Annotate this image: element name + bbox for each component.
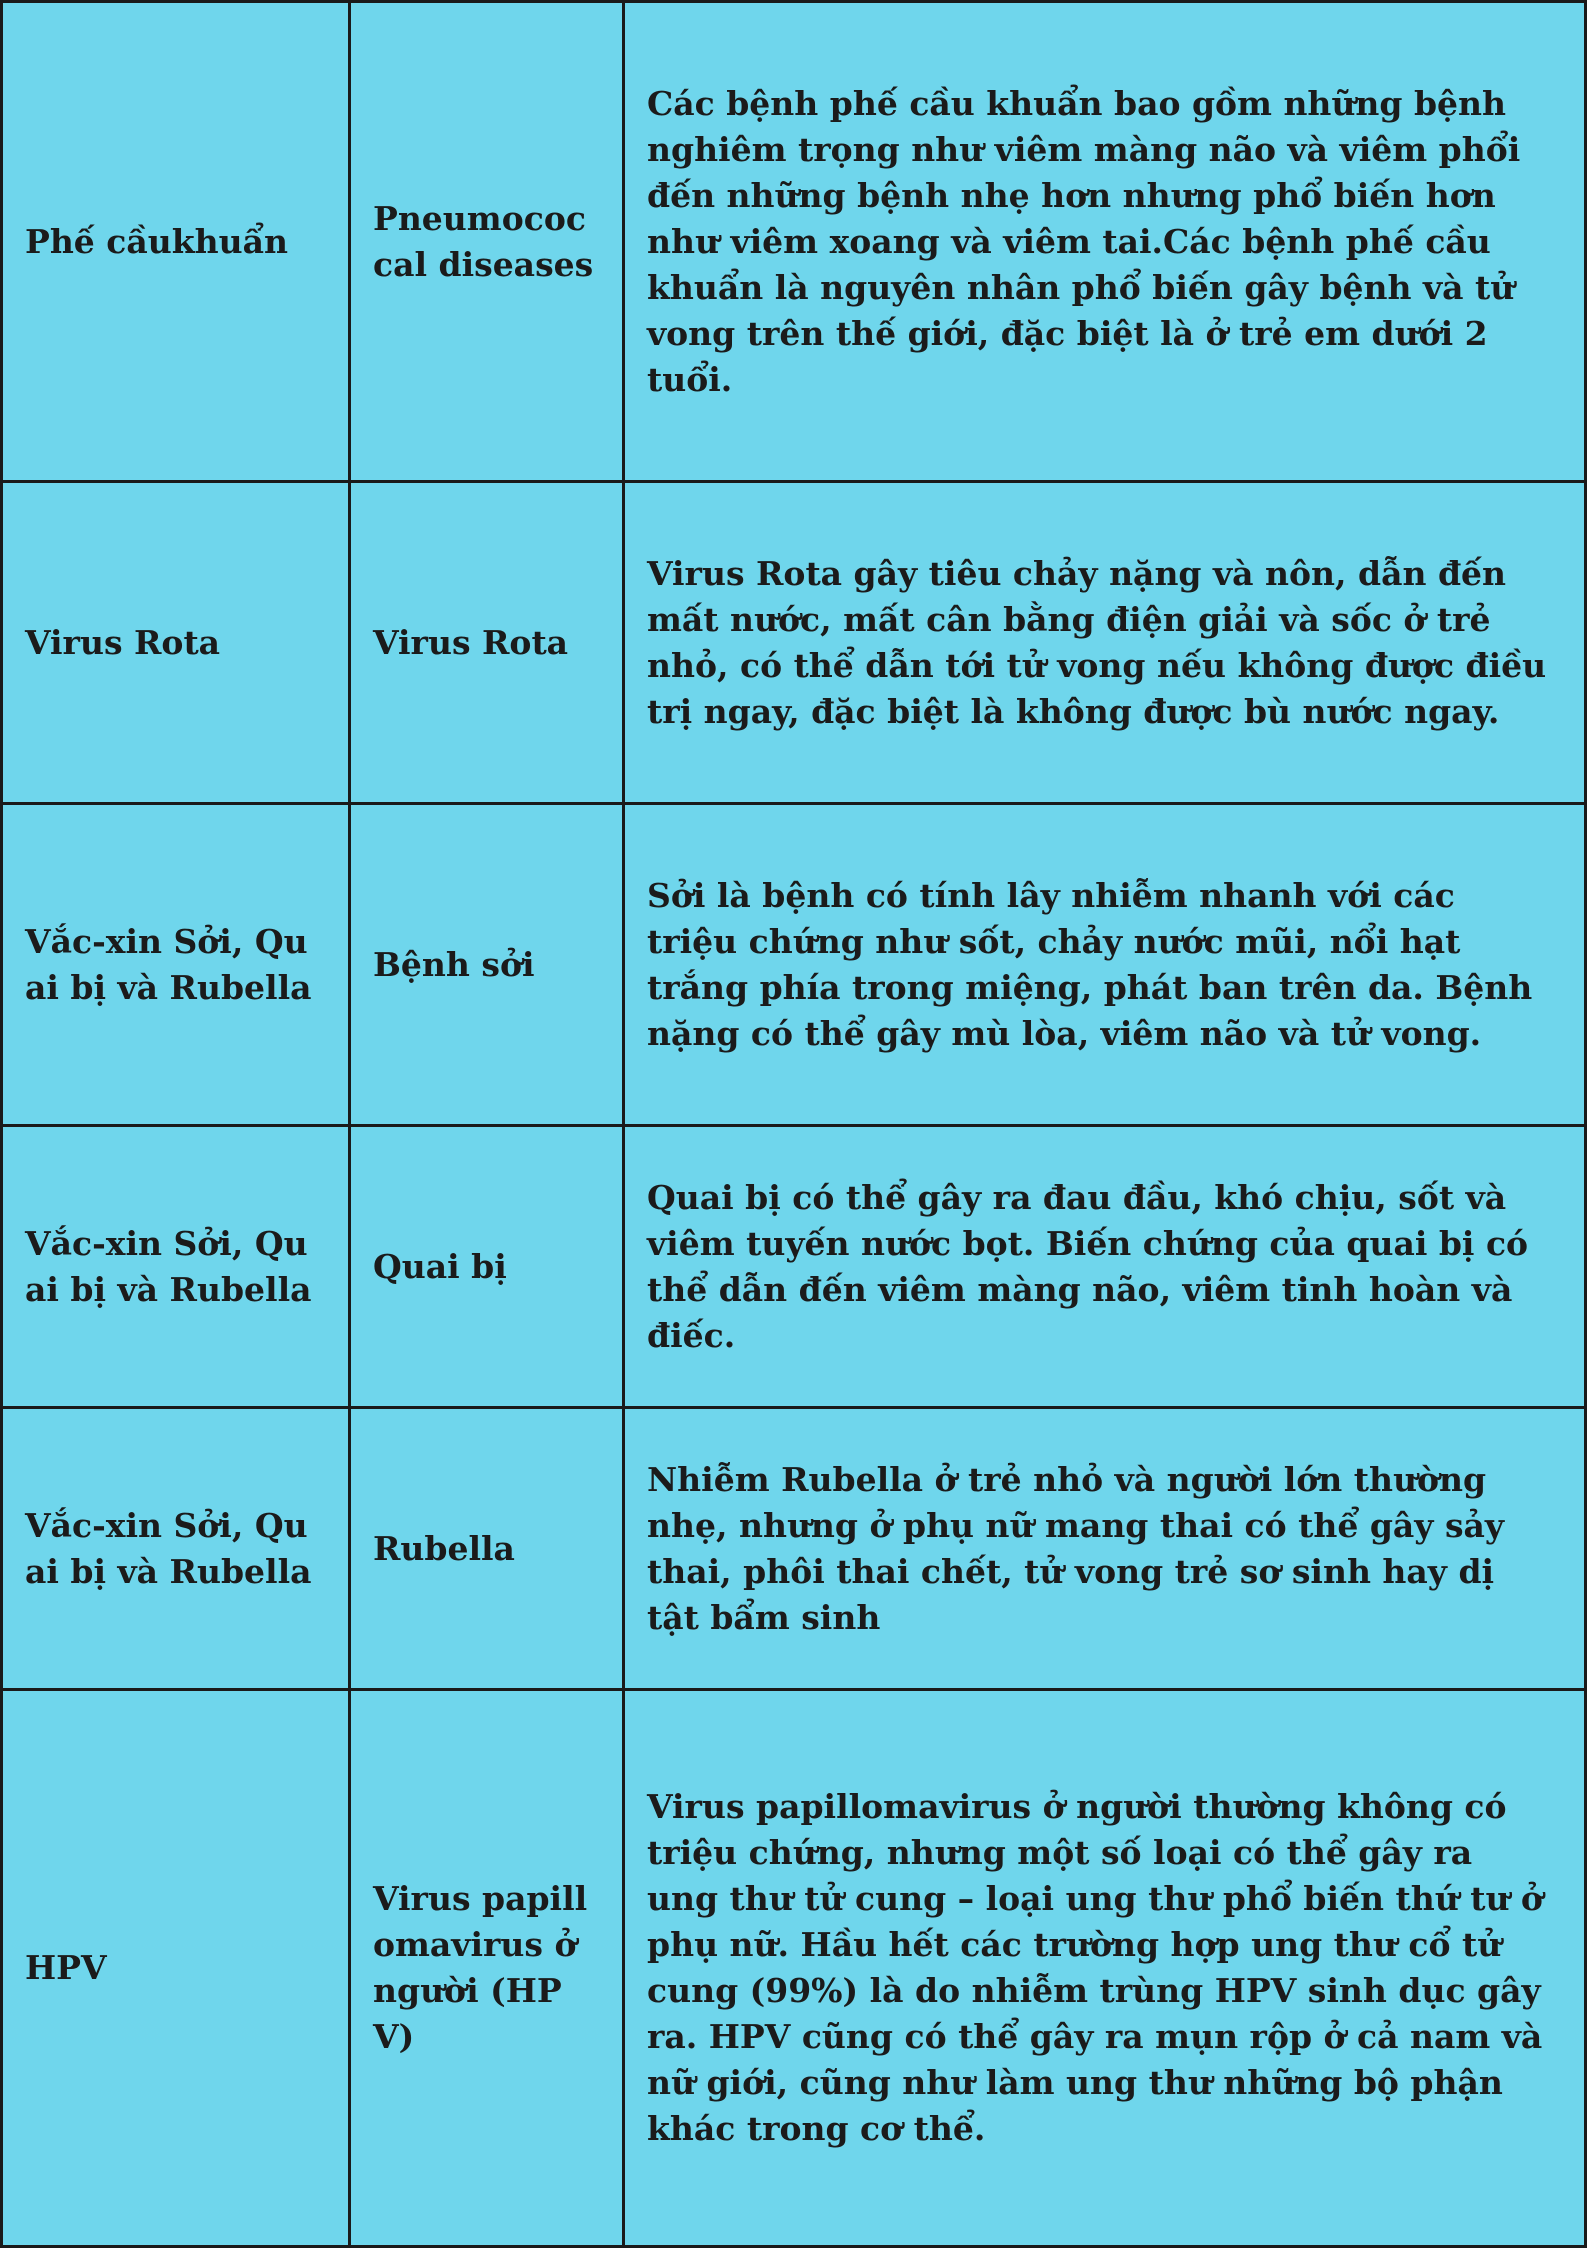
vaccine-cell: Phế cầukhuẩn — [2, 2, 350, 482]
vaccine-cell: Vắc-xin Sởi, Quai bị và Rubella — [2, 1408, 350, 1690]
description-cell: Quai bị có thể gây ra đau đầu, khó chịu, sốt và viêm tuyến nước bọt. Biến chứng của quai bị có thể dẫn đến viêm màng não, viêm tinh hoàn và điếc. — [624, 1126, 1586, 1408]
table-row — [2, 1126, 1586, 1408]
description-cell: Các bệnh phế cầu khuẩn bao gồm những bệnh nghiêm trọng như viêm màng não và viêm phổi đến những bệnh nhẹ hơn nhưng phổ biến hơn như viêm xoang và viêm tai.Các bệnh phế cầu khuẩn là nguyên nhân phổ biến gây bệnh và tử vong trên thế giới, đặc biệt là ở trẻ em dưới 2 tuổi. — [624, 2, 1586, 482]
table-row — [2, 482, 1586, 804]
table-row — [2, 2, 1586, 482]
vaccine-cell: HPV — [2, 1690, 350, 2247]
description-cell: Nhiễm Rubella ở trẻ nhỏ và người lớn thường nhẹ, nhưng ở phụ nữ mang thai có thể gây sảy thai, phôi thai chết, tử vong trẻ sơ sinh hay dị tật bẩm sinh — [624, 1408, 1586, 1690]
table-row — [2, 1690, 1586, 2247]
table-row — [2, 1408, 1586, 1690]
description-cell: Virus Rota gây tiêu chảy nặng và nôn, dẫn đến mất nước, mất cân bằng điện giải và sốc ở trẻ nhỏ, có thể dẫn tới tử vong nếu không được điều trị ngay, đặc biệt là không được bù nước ngay. — [624, 482, 1586, 804]
disease-cell: Rubella — [350, 1408, 624, 1690]
disease-cell: Pneumococcal diseases — [350, 2, 624, 482]
vaccine-cell: Vắc-xin Sởi, Quai bị và Rubella — [2, 1126, 350, 1408]
disease-cell: Virus papillomavirus ở người (HPV) — [350, 1690, 624, 2247]
vaccine-cell: Virus Rota — [2, 482, 350, 804]
table-row — [2, 804, 1586, 1126]
disease-cell: Bệnh sởi — [350, 804, 624, 1126]
description-cell: Virus papillomavirus ở người thường không có triệu chứng, nhưng một số loại có thể gây ra ung thư tử cung – loại ung thư phổ biến thứ tư ở phụ nữ. Hầu hết các trường hợp ung thư cổ tử cung (99%) là do nhiễm trùng HPV sinh dục gây ra. HPV cũng có thể gây ra mụn rộp ở cả nam và nữ giới, cũng như làm ung thư những bộ phận khác trong cơ thể. — [624, 1690, 1586, 2247]
vaccine-cell: Vắc-xin Sởi, Quai bị và Rubella — [2, 804, 350, 1126]
description-cell: Sởi là bệnh có tính lây nhiễm nhanh với các triệu chứng như sốt, chảy nước mũi, nổi hạt trắng phía trong miệng, phát ban trên da. Bệnh nặng có thể gây mù lòa, viêm não và tử vong. — [624, 804, 1586, 1126]
disease-cell: Virus Rota — [350, 482, 624, 804]
disease-cell: Quai bị — [350, 1126, 624, 1408]
